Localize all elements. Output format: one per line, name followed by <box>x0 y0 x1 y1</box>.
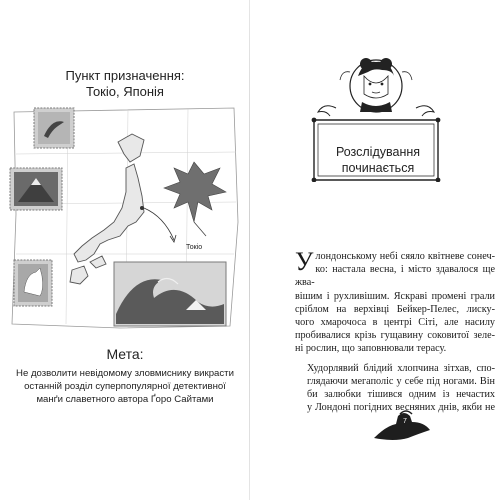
detective-hat-folio-icon <box>372 408 432 444</box>
destination-heading: Пункт призначення: <box>65 68 185 83</box>
right-page <box>250 0 500 500</box>
stamp-dog <box>14 260 52 306</box>
girl-portrait-illustration <box>340 58 412 112</box>
text-line: у Лондоні погідних весняних днів, якби не <box>307 402 495 414</box>
chapter-title-line2: починається <box>341 161 415 175</box>
page-number: 7 <box>403 418 407 425</box>
stamp-mount-fuji <box>10 168 62 210</box>
text-line: чого хмарочоса в центрі Сіті, але насилу <box>295 317 495 329</box>
text-line: Худорлявий блідий хлопчина зітхав, спо- <box>307 362 495 374</box>
text-line: лондонському небі сяяло квітневе сонеч- <box>315 251 495 262</box>
paragraph-1 <box>295 247 495 356</box>
text-line: ко: настала весна, і місто здавалося ще жва- <box>295 264 495 289</box>
right-flourish <box>416 106 434 116</box>
left-page <box>0 0 249 500</box>
text-line: глядаючи мегаполіс у себе під ногами. Він <box>307 375 495 387</box>
body-text <box>295 247 495 414</box>
goal-line: останній розділ суперпопулярної детективної <box>24 381 226 392</box>
text-line: би залюбки тішився одним із нечастих <box>307 389 495 401</box>
drop-cap: У <box>295 247 314 276</box>
text-line: пробивалися крізь гущавину соковитої зеле- <box>295 330 495 342</box>
japan-map-collage <box>8 104 242 330</box>
chapter-title-line1: Розслідування <box>335 145 421 159</box>
tokyo-map-label: Токіо <box>186 244 203 251</box>
text-line: вішим і рухливішим. Яскраві промені грали <box>295 290 495 302</box>
great-wave-print <box>114 262 226 326</box>
goal-line: Не дозволити невідомому зловмиснику викрасти <box>16 368 234 379</box>
tokyo-marker <box>140 206 144 210</box>
goal-title: Мета: <box>106 346 144 362</box>
text-line: ні рослин, що заповнювали терасу. <box>295 343 447 355</box>
stamp-crane <box>34 108 74 148</box>
goal-text <box>14 367 236 406</box>
text-line: сріблом на верхівці Бейкер-Пелес, лиску- <box>295 303 495 315</box>
left-flourish <box>318 106 336 116</box>
paragraph-2 <box>295 362 495 415</box>
destination-city: Токіо, Японія <box>86 84 164 99</box>
goal-line: манґи славетного автора Ґоро Сайтами <box>36 394 214 405</box>
